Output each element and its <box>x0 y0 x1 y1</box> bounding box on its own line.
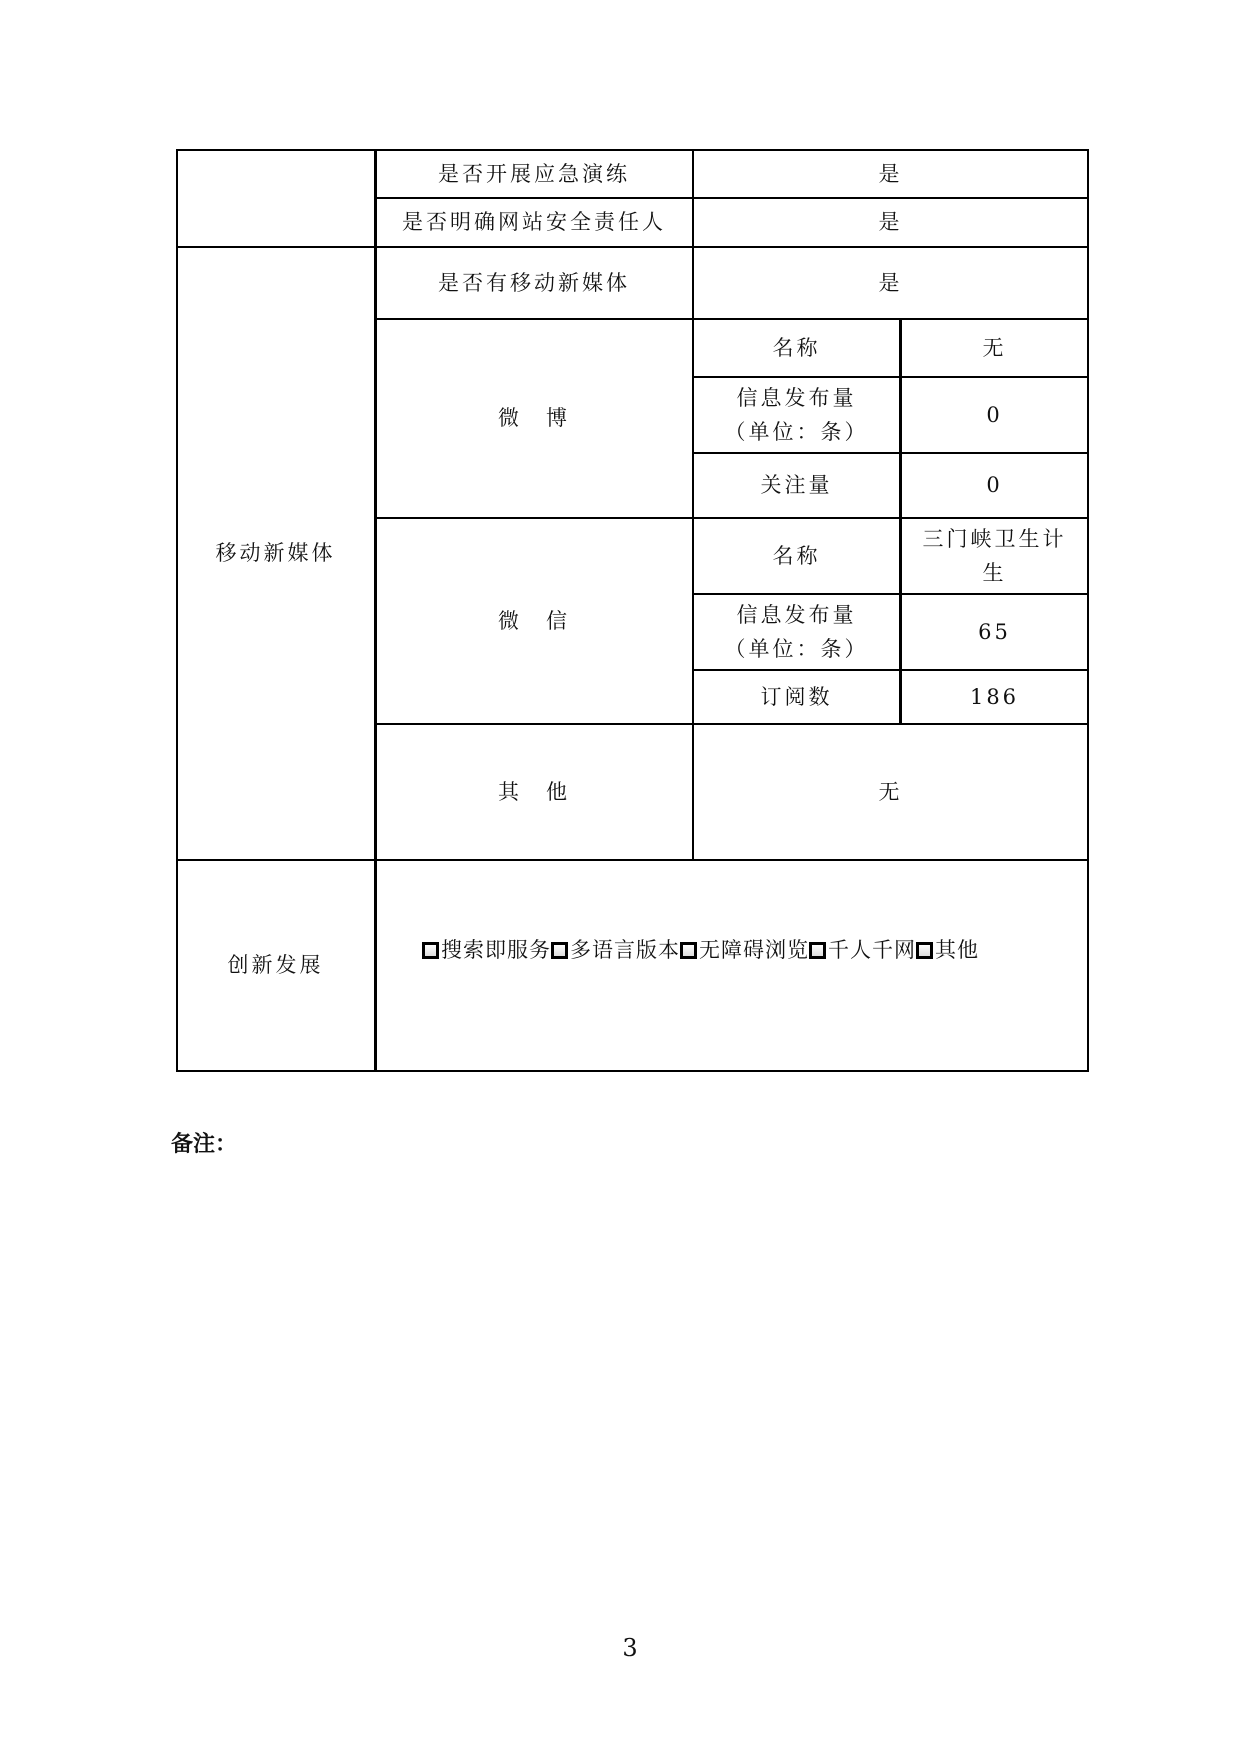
weibo-name-value: 无 <box>982 335 1007 360</box>
checkbox-search-service[interactable] <box>422 942 439 959</box>
weibo-posts-value: 0 <box>986 402 1003 427</box>
table-border-bottom <box>176 1070 1088 1072</box>
weibo-posts-label-line2: （单位：条） <box>724 419 869 444</box>
wechat-subscribers-value: 186 <box>969 684 1020 709</box>
weibo-posts-label-line1: 信息发布量 <box>736 385 857 410</box>
option-label: 千人千网 <box>828 938 916 962</box>
checkbox-multilingual[interactable] <box>551 942 568 959</box>
option-label: 无障碍浏览 <box>699 938 809 962</box>
weibo-name-label: 名称 <box>772 335 821 360</box>
other-media-label: 其 他 <box>498 779 570 804</box>
mobile-media-section-label: 移动新媒体 <box>215 541 336 565</box>
wechat-name-value <box>902 518 1087 593</box>
weibo-followers-value: 0 <box>986 473 1003 497</box>
innovation-options <box>422 934 979 964</box>
wechat-posts-label <box>694 594 899 669</box>
has-mobile-media-label: 是否有移动新媒体 <box>438 270 630 295</box>
wechat-name-label: 名称 <box>772 543 821 568</box>
wechat-name-value-line2: 生 <box>982 560 1007 585</box>
wechat-posts-value: 65 <box>978 619 1011 644</box>
wechat-name-value-line1: 三门峡卫生计 <box>922 526 1067 551</box>
wechat-posts-label-line2: （单位：条） <box>724 636 869 661</box>
weibo-followers-label: 关注量 <box>760 473 833 497</box>
checkbox-personalized[interactable] <box>809 942 826 959</box>
security-owner-label: 是否明确网站安全责任人 <box>402 210 666 234</box>
drill-label: 是否开展应急演练 <box>438 161 630 186</box>
security-owner-value: 是 <box>878 210 903 234</box>
weibo-label: 微 博 <box>498 406 570 430</box>
wechat-label: 微 信 <box>498 608 570 633</box>
page-number: 3 <box>622 1634 638 1662</box>
option-label: 其他 <box>935 938 979 962</box>
has-mobile-media-value: 是 <box>878 270 903 295</box>
drill-value: 是 <box>878 161 903 186</box>
weibo-posts-label <box>694 377 899 452</box>
wechat-subscribers-label: 订阅数 <box>760 684 833 709</box>
note-label: 备注： <box>171 1132 238 1157</box>
checkbox-other[interactable] <box>916 942 933 959</box>
checkbox-accessibility[interactable] <box>680 942 697 959</box>
other-media-value: 无 <box>878 779 903 804</box>
option-label: 多语言版本 <box>570 938 680 962</box>
wechat-posts-label-line1: 信息发布量 <box>736 602 857 627</box>
option-label: 搜索即服务 <box>441 938 551 962</box>
table-border-right <box>1087 149 1089 1072</box>
innovation-label: 创新发展 <box>227 953 324 977</box>
